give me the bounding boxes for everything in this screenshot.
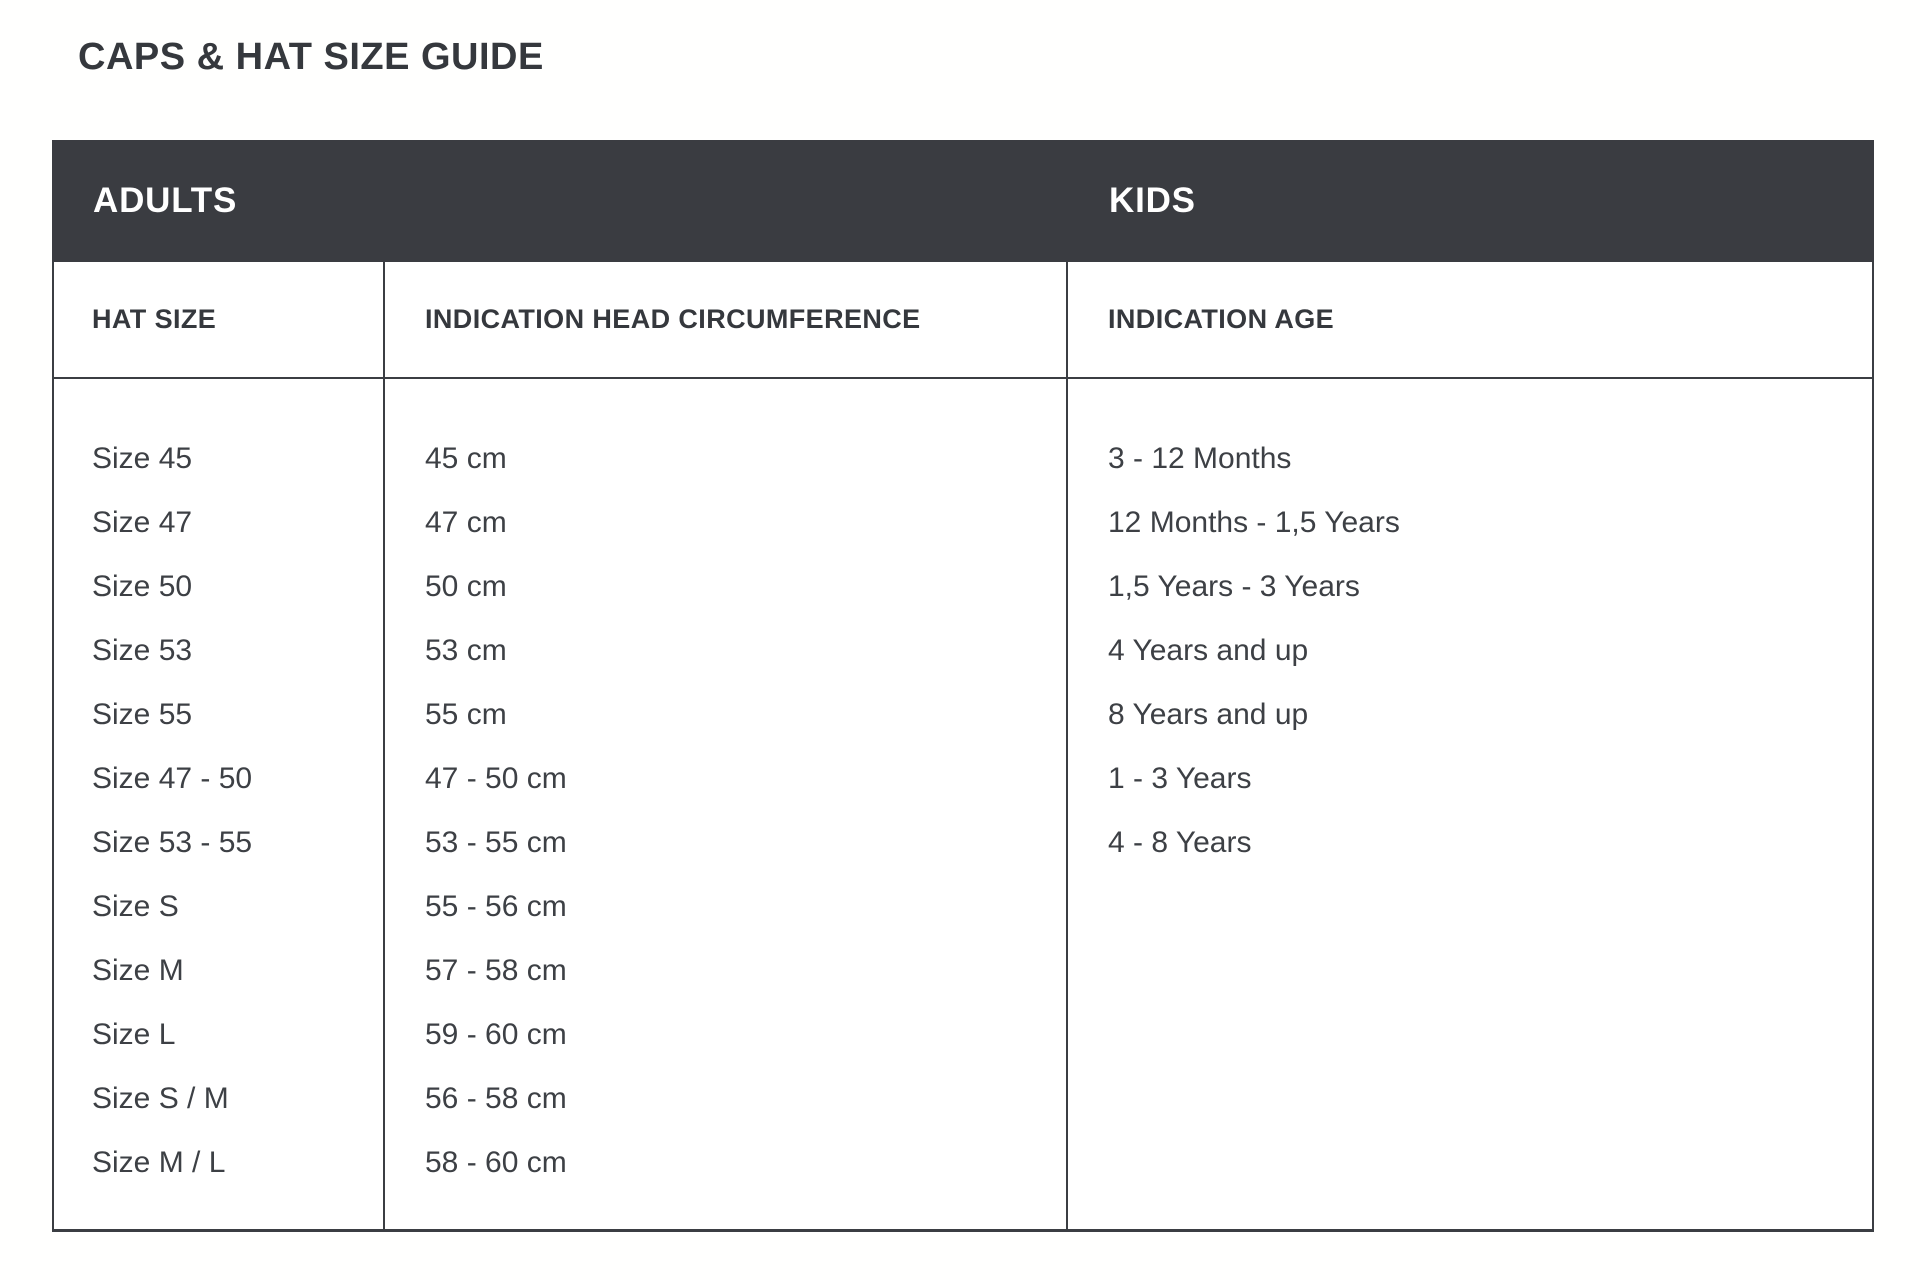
column-header-circumference: INDICATION HEAD CIRCUMFERENCE bbox=[385, 262, 1066, 379]
hat-size-cell: Size 53 bbox=[92, 634, 193, 667]
age-cell: 4 Years and up bbox=[1108, 634, 1309, 667]
age-cell: 1,5 Years - 3 Years bbox=[1108, 570, 1360, 603]
hat-size-cell: Size L bbox=[92, 1018, 176, 1051]
circumference-cell: 55 cm bbox=[425, 698, 507, 731]
hat-size-cell: Size 47 - 50 bbox=[92, 762, 253, 795]
hat-size-cell: Size 55 bbox=[92, 698, 193, 731]
circumference-cell: 45 cm bbox=[425, 442, 507, 475]
age-cell: 1 - 3 Years bbox=[1108, 762, 1252, 795]
hat-size-cell: Size S / M bbox=[92, 1082, 229, 1115]
column-circumference bbox=[383, 262, 1066, 1229]
section-header-band bbox=[52, 140, 1874, 262]
age-cell: 12 Months - 1,5 Years bbox=[1108, 506, 1400, 539]
hat-size-cell: Size M bbox=[92, 954, 184, 987]
circumference-cell: 56 - 58 cm bbox=[425, 1082, 567, 1115]
circumference-cell: 58 - 60 cm bbox=[425, 1146, 567, 1179]
age-cell: 3 - 12 Months bbox=[1108, 442, 1292, 475]
age-list bbox=[1068, 379, 1872, 1229]
hat-size-cell: Size S bbox=[92, 890, 179, 923]
circumference-cell: 55 - 56 cm bbox=[425, 890, 567, 923]
age-cell: 4 - 8 Years bbox=[1108, 826, 1252, 859]
circumference-cell: 47 cm bbox=[425, 506, 507, 539]
hat-size-list bbox=[54, 379, 383, 1229]
circumference-cell: 57 - 58 cm bbox=[425, 954, 567, 987]
section-label-kids: KIDS bbox=[1109, 181, 1196, 220]
column-header-hat-size: HAT SIZE bbox=[54, 262, 383, 379]
column-age bbox=[1066, 262, 1872, 1229]
page-title: CAPS & HAT SIZE GUIDE bbox=[78, 36, 544, 78]
size-table bbox=[52, 140, 1874, 1232]
hat-size-cell: Size M / L bbox=[92, 1146, 226, 1179]
circumference-cell: 50 cm bbox=[425, 570, 507, 603]
circumference-cell: 47 - 50 cm bbox=[425, 762, 567, 795]
age-cell: 8 Years and up bbox=[1108, 698, 1309, 731]
column-header-age: INDICATION AGE bbox=[1068, 262, 1872, 379]
table-grid bbox=[52, 262, 1874, 1232]
circumference-cell: 53 cm bbox=[425, 634, 507, 667]
circumference-cell: 53 - 55 cm bbox=[425, 826, 567, 859]
hat-size-cell: Size 50 bbox=[92, 570, 193, 603]
hat-size-cell: Size 45 bbox=[92, 442, 193, 475]
column-hat-size bbox=[54, 262, 383, 1229]
circumference-list bbox=[385, 379, 1066, 1229]
hat-size-cell: Size 47 bbox=[92, 506, 193, 539]
section-label-adults: ADULTS bbox=[93, 181, 238, 220]
hat-size-cell: Size 53 - 55 bbox=[92, 826, 253, 859]
circumference-cell: 59 - 60 cm bbox=[425, 1018, 567, 1051]
